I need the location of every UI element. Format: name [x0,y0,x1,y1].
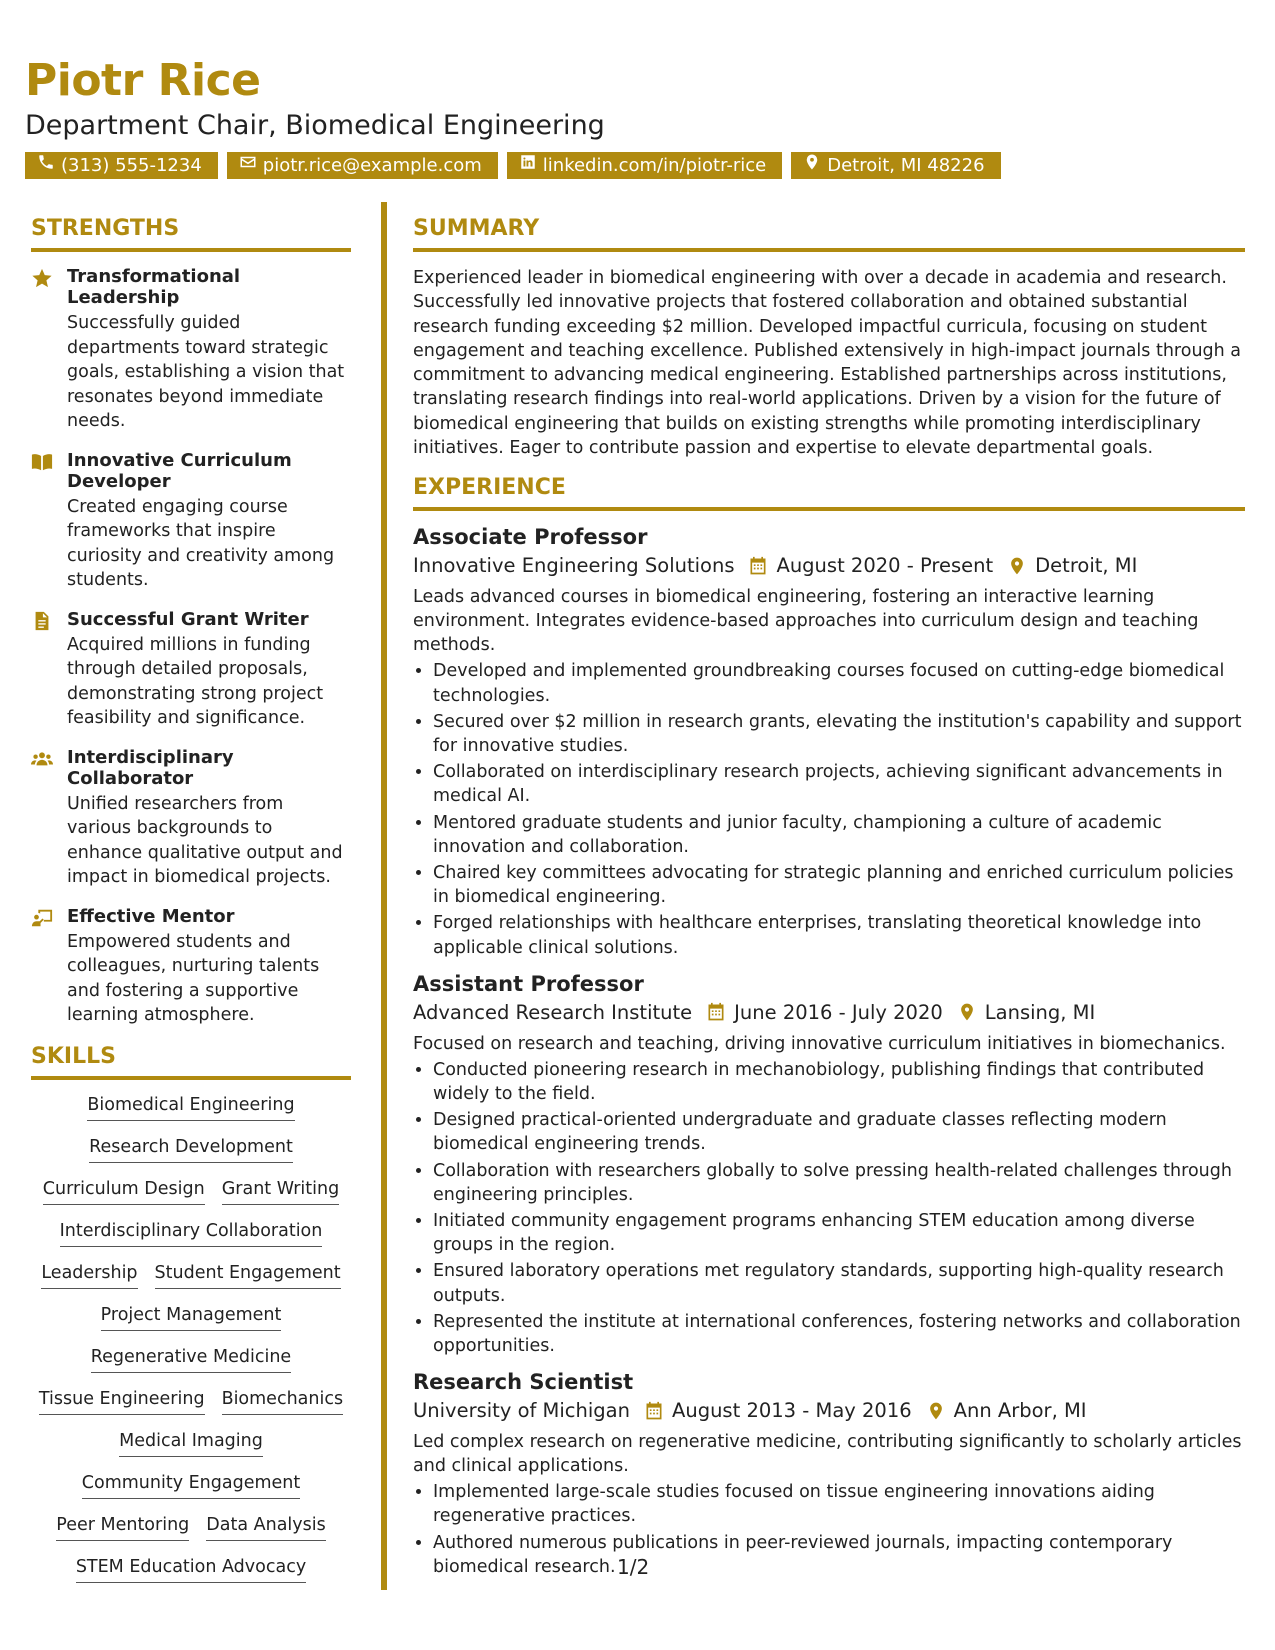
job-meta [413,1399,1245,1422]
phone-text: (313) 555-1234 [61,155,202,176]
job-bullet: • Ensured laboratory operations met regulatory standards, supporting high-quality research outputs. [433,1259,1245,1307]
skill-tag: Project Management [101,1304,282,1331]
company-name: University of Michigan [413,1399,630,1423]
candidate-title: Department Chair, Biomedical Engineering [25,110,605,141]
phone-icon [37,152,55,179]
job-dates: August 2020 - Present [776,554,994,578]
job-meta [413,1001,1245,1024]
job-bullet: • Collaborated on interdisciplinary research projects, achieving significant advancements in medical AI. [433,760,1245,808]
book-open-icon [31,450,67,593]
map-pin-icon [926,1401,946,1421]
strengths-heading: STRENGTHS [31,216,351,252]
skill-tag: Biomedical Engineering [87,1094,294,1121]
email-text: piotr.rice@example.com [262,155,482,176]
job-bullet: • Represented the institute at international conferences, fostering networks and collaboration opportunities. [433,1310,1245,1358]
skills-heading: SKILLS [31,1044,351,1080]
job-bullets [413,1480,1245,1579]
calendar-icon [706,1002,726,1022]
strength-item [31,609,351,731]
strength-title: Transformational Leadership [67,266,241,308]
skill-tag: Interdisciplinary Collaboration [60,1220,323,1247]
map-pin-icon [1007,556,1027,576]
strength-item [31,266,351,434]
job-bullet: • Authored numerous publications in peer-reviewed journals, impacting contemporary biomedical research. [433,1531,1245,1579]
strength-title: Innovative Curriculum Developer [67,449,292,492]
skill-tag: Data Analysis [206,1514,325,1541]
linkedin-contact[interactable] [507,152,782,179]
job-bullet: • Conducted pioneering research in mechanobiology, publishing findings that contributed widely to the field. [433,1058,1245,1106]
job-entry [413,1370,1245,1579]
envelope-icon [239,152,257,179]
experience-heading: EXPERIENCE [413,475,1245,511]
skill-tag: Biomechanics [222,1388,344,1415]
job-location: Detroit, MI [1035,554,1138,578]
left-column [31,216,351,1598]
job-entry [413,525,1245,959]
job-title: Assistant Professor [413,971,644,996]
job-dates: August 2013 - May 2016 [672,1399,912,1423]
job-location: Lansing, MI [984,1000,1096,1024]
job-bullet: • Initiated community engagement programs enhancing STEM education among diverse groups in the region. [433,1209,1245,1257]
phone-contact[interactable] [25,152,218,179]
column-divider [381,202,387,1590]
page-indicator: 1/2 [617,1555,650,1579]
strength-title: Effective Mentor [67,905,235,927]
job-bullet: • Mentored graduate students and junior faculty, championing a culture of academic innovation and collaboration. [433,811,1245,859]
right-column [413,216,1245,1591]
job-bullets [413,1058,1245,1358]
strength-item [31,747,351,890]
skill-tag: Grant Writing [222,1178,340,1205]
skill-tag: Student Engagement [155,1262,341,1289]
job-bullet: • Chaired key committees advocating for strategic planning and enriched curriculum policies in biomedical engineering. [433,861,1245,909]
location-contact [791,152,1000,179]
strength-text: Unified researchers from various backgrounds to enhance qualitative output and impact in biomedical projects. [67,793,343,887]
job-meta [413,554,1245,577]
job-description: Focused on research and teaching, driving innovative curriculum initiatives in biomechanics. [413,1033,1226,1054]
calendar-icon [748,556,768,576]
job-dates: June 2016 - July 2020 [734,1000,943,1024]
strength-text: Acquired millions in funding through detailed proposals, demonstrating strong project feasibility and significance. [67,634,324,728]
job-description: Led complex research on regenerative medicine, contributing significantly to scholarly articles and clinical applications. [413,1432,1242,1477]
strength-title: Interdisciplinary Collaborator [67,746,234,789]
skill-tag: Leadership [41,1262,137,1289]
calendar-icon [644,1401,664,1421]
document-icon [31,609,67,731]
summary-text: Experienced leader in biomedical engineering with over a decade in academia and research. Successfully led innovative projects that fostered collaboration and obtained substantial research funding exceeding $2 million. Developed impactful curricula, focusing on student engagement and teaching excellence. Published extensively in high-impact journals through a commitment to advancing medical engineering. Established partnerships across institutions, translating research findings into real-world applications. Driven by a vision for the future of biomedical engineering that builds on existing strengths while promoting interdisciplinary initiatives. Eager to contribute passion and expertise to elevate departmental goals. [413,268,1242,459]
job-bullet: • Forged relationships with healthcare enterprises, translating theoretical knowledge into applicable clinical solutions. [433,911,1245,959]
star-icon [31,266,67,434]
strength-text: Successfully guided departments toward strategic goals, establishing a vision that resonates beyond immediate needs. [67,313,345,431]
skill-tag: Regenerative Medicine [91,1346,291,1373]
skill-tag: Medical Imaging [119,1430,263,1457]
email-contact[interactable] [227,152,498,179]
job-bullet: • Developed and implemented groundbreaking courses focused on cutting-edge biomedical technologies. [433,659,1245,707]
company-name: Innovative Engineering Solutions [413,554,735,578]
job-entry [413,972,1245,1358]
skills-list [31,1094,351,1583]
skill-tag: Research Development [89,1136,293,1163]
contact-bar [25,152,1001,179]
job-bullet: • Designed practical-oriented undergraduate and graduate classes reflecting modern biomedical engineering trends. [433,1108,1245,1156]
job-description: Leads advanced courses in biomedical engineering, fostering an interactive learning environment. Integrates evidence-based approaches into curriculum design and teaching methods. [413,587,1199,656]
job-title: Associate Professor [413,525,648,550]
job-location: Ann Arbor, MI [953,1399,1087,1423]
skill-tag: STEM Education Advocacy [76,1556,306,1583]
linkedin-icon [519,152,537,179]
candidate-name: Piotr Rice [25,55,261,106]
linkedin-text: linkedin.com/in/piotr-rice [542,155,767,176]
strength-text: Created engaging course frameworks that inspire curiosity and creativity among students. [67,496,335,590]
job-bullet: • Collaboration with researchers globally to solve pressing health-related challenges through engineering principles. [433,1159,1245,1207]
map-pin-icon [957,1002,977,1022]
job-bullets [413,659,1245,959]
skill-tag: Peer Mentoring [56,1514,189,1541]
strength-item [31,450,351,593]
strength-title: Successful Grant Writer [67,608,309,630]
users-icon [31,747,67,890]
company-name: Advanced Research Institute [413,1000,693,1024]
skill-tag: Tissue Engineering [39,1388,205,1415]
skill-tag: Curriculum Design [43,1178,205,1205]
location-text: Detroit, MI 48226 [827,155,985,176]
strength-text: Empowered students and colleagues, nurturing talents and fostering a supportive learning atmosphere. [67,931,320,1025]
summary-heading: SUMMARY [413,216,1245,252]
teacher-icon [31,906,67,1028]
skill-tag: Community Engagement [82,1472,300,1499]
strength-item [31,906,351,1028]
job-bullet: • Implemented large-scale studies focused on tissue engineering innovations aiding regenerative practices. [433,1480,1245,1528]
job-bullet: • Secured over $2 million in research grants, elevating the institution's capability and support for innovative studies. [433,710,1245,758]
map-pin-icon [803,152,821,179]
job-title: Research Scientist [413,1370,634,1395]
